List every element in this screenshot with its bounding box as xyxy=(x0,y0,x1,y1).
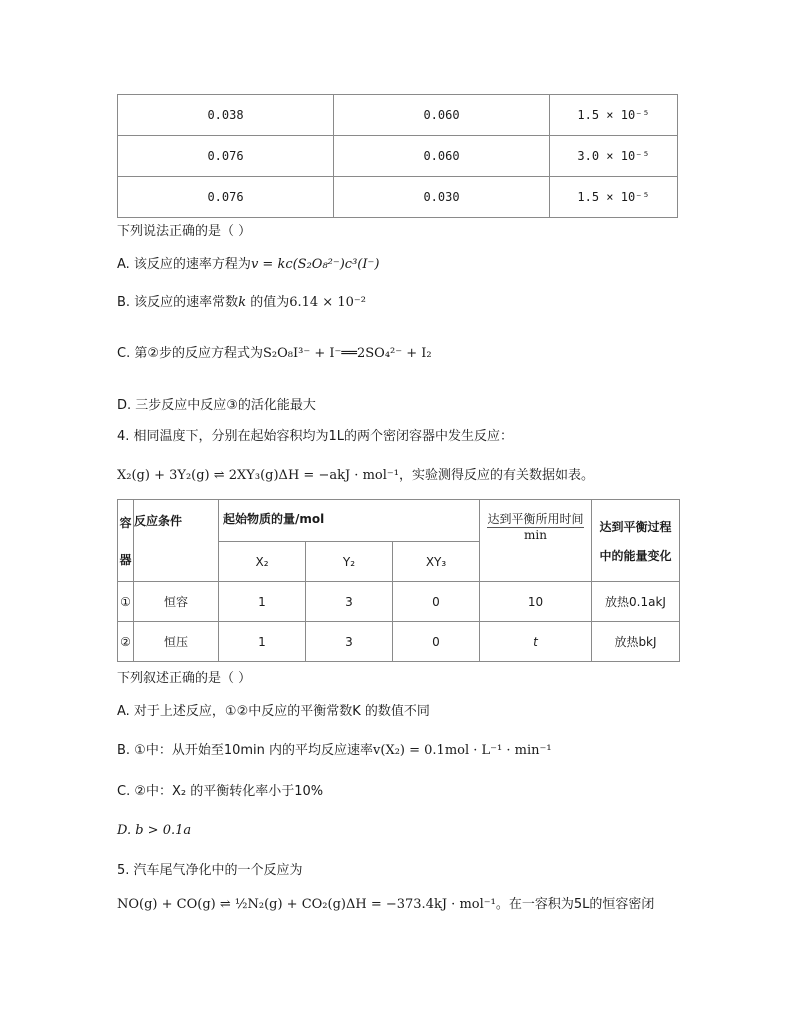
q3-option-b-text: B. 该反应的速率常数 xyxy=(117,295,239,310)
q4-equation-line xyxy=(117,466,594,486)
q4-option-a: A. 对于上述反应，①②中反应的平衡常数K 的数值不同 xyxy=(117,704,430,719)
row-time: t xyxy=(480,622,592,662)
rate-data-table xyxy=(117,94,678,218)
table-cell: 3.0 × 10⁻⁵ xyxy=(550,136,678,177)
header-time-top: 达到平衡所用时间 xyxy=(487,512,584,526)
q3-option-b-k: k xyxy=(238,295,247,310)
header-energy-bottom: 中的能量变化 xyxy=(599,548,672,563)
table-row xyxy=(118,136,678,177)
table-cell: 0.030 xyxy=(334,177,550,218)
header-container xyxy=(118,500,134,582)
table-cell: 0.060 xyxy=(334,136,550,177)
row-y2: 3 xyxy=(306,622,393,662)
table-row xyxy=(118,582,680,622)
row-time: 10 xyxy=(480,582,592,622)
table-cell: 0.076 xyxy=(118,136,334,177)
header-container-top: 容 xyxy=(119,515,132,530)
table-row xyxy=(118,177,678,218)
q5-equation: NO(g) + CO(g) ⇌ ½N₂(g) + CO₂(g)ΔH = −373.4kJ · mol⁻¹ xyxy=(117,897,496,912)
q4-option-c: C. ②中：X₂ 的平衡转化率小于10% xyxy=(117,784,324,799)
header-energy xyxy=(592,500,680,582)
q3-prompt: 下列说法正确的是（ ） xyxy=(117,224,252,239)
row-energy: 放热bkJ xyxy=(592,622,680,662)
table-row xyxy=(118,622,680,662)
q3-option-a-formula: v = kc(S₂O₈²⁻)c³(I⁻) xyxy=(250,257,380,272)
table-cell: 0.076 xyxy=(118,177,334,218)
header-time-bottom: min xyxy=(524,528,547,542)
row-condition: 恒压 xyxy=(134,622,219,662)
table-cell: 1.5 × 10⁻⁵ xyxy=(550,95,678,136)
q4-option-b-text: B. ①中：从开始至10min 内的平均反应速率 xyxy=(117,743,374,758)
q3-option-c-text: C. 第②步的反应方程式为 xyxy=(117,346,263,361)
q3-option-b xyxy=(117,293,366,313)
q3-option-c xyxy=(117,344,432,364)
table-cell: 1.5 × 10⁻⁵ xyxy=(550,177,678,218)
q3-option-c-formula: S₂O₈I³⁻ + I⁻══2SO₄²⁻ + I₂ xyxy=(263,346,432,361)
q3-option-b-value: 6.14 × 10⁻² xyxy=(289,295,366,310)
row-condition: 恒容 xyxy=(134,582,219,622)
table-header-row xyxy=(118,500,680,542)
row-x2: 1 xyxy=(219,582,306,622)
q5-equation-line xyxy=(117,895,654,915)
row-x2: 1 xyxy=(219,622,306,662)
subheader-xy3: XY₃ xyxy=(393,542,480,582)
q3-option-a xyxy=(117,255,379,275)
q4-stem: 4. 相同温度下，分别在起始容积均为1L的两个密闭容器中发生反应： xyxy=(117,429,514,444)
q3-option-b-suffix: 的值为 xyxy=(246,295,290,310)
table-row xyxy=(118,95,678,136)
equilibrium-data-table xyxy=(117,499,680,662)
table-cell: 0.038 xyxy=(118,95,334,136)
q4-equation-suffix: ，实验测得反应的有关数据如表。 xyxy=(398,468,594,483)
row-energy: 放热0.1akJ xyxy=(592,582,680,622)
row-y2: 3 xyxy=(306,582,393,622)
q4-prompt: 下列叙述正确的是（ ） xyxy=(117,671,252,686)
q3-option-d: D. 三步反应中反应③的活化能最大 xyxy=(117,398,316,413)
q3-option-a-text: A. 该反应的速率方程为 xyxy=(117,257,251,272)
header-time xyxy=(480,500,592,582)
q4-equation: X₂(g) + 3Y₂(g) ⇌ 2XY₃(g)ΔH = −akJ · mol⁻¹ xyxy=(117,468,399,483)
table-cell: 0.060 xyxy=(334,95,550,136)
q4-option-b xyxy=(117,741,552,761)
header-container-bottom: 器 xyxy=(119,552,132,567)
header-condition: 反应条件 xyxy=(134,500,219,582)
row-id: ② xyxy=(118,622,134,662)
q4-option-b-formula: v(X₂) = 0.1mol · L⁻¹ · min⁻¹ xyxy=(373,743,552,758)
subheader-y2: Y₂ xyxy=(306,542,393,582)
row-xy3: 0 xyxy=(393,582,480,622)
header-initial: 起始物质的量/mol xyxy=(219,500,480,542)
q4-option-d: D. b > 0.1a xyxy=(117,823,192,838)
row-id: ① xyxy=(118,582,134,622)
q5-equation-suffix: 。在一容积为5L的恒容密闭 xyxy=(495,897,655,912)
row-xy3: 0 xyxy=(393,622,480,662)
header-energy-top: 达到平衡过程 xyxy=(599,519,672,534)
q5-stem: 5. 汽车尾气净化中的一个反应为 xyxy=(117,863,303,878)
subheader-x2: X₂ xyxy=(219,542,306,582)
